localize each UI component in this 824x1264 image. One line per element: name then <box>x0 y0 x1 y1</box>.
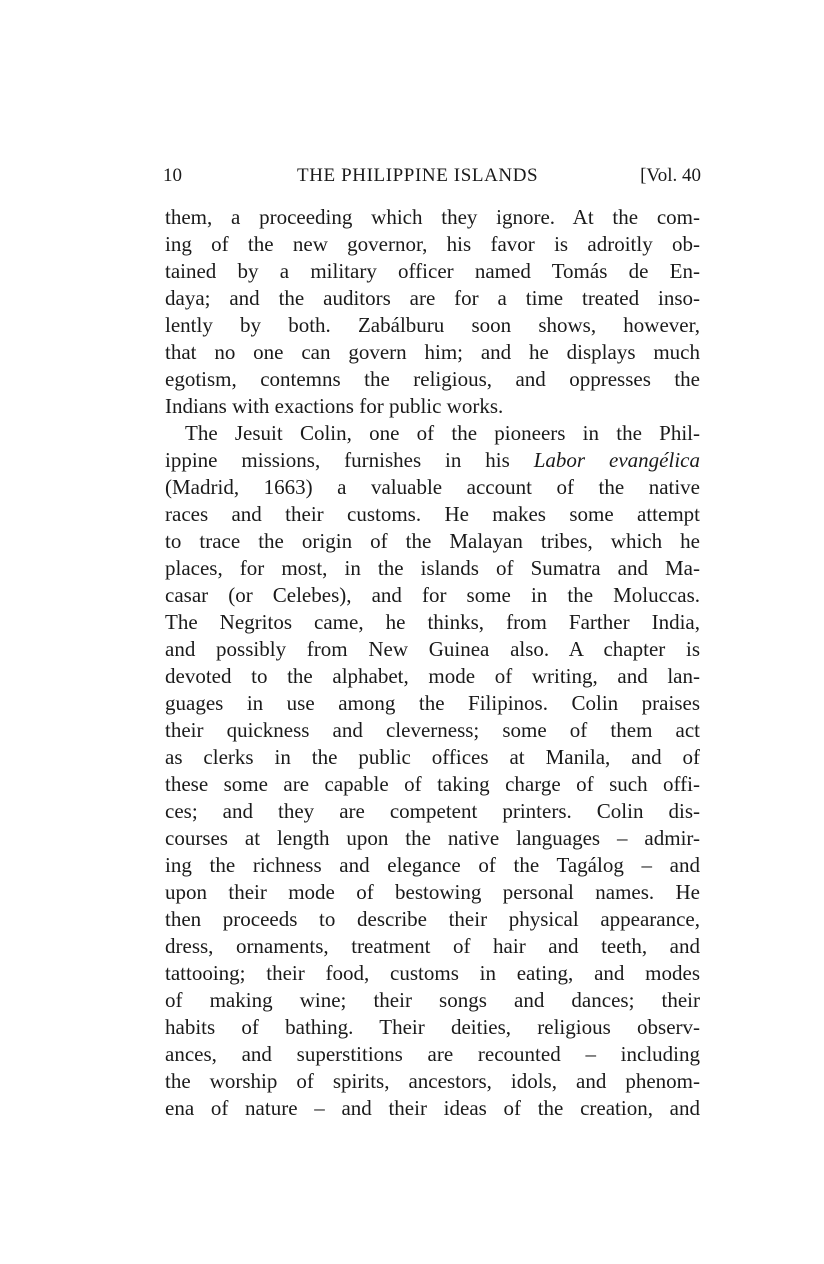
text-line: egotism, contemns the religious, and oppresses the <box>165 367 700 391</box>
text-line: races and their customs. He makes some attempt <box>165 502 700 526</box>
text-line: as clerks in the public offices at Manila, and of <box>165 745 700 769</box>
running-title: THE PHILIPPINE ISLANDS <box>297 165 539 186</box>
text-line: that no one can govern him; and he displays much <box>165 340 700 364</box>
text-line: of making wine; their songs and dances; their <box>165 988 700 1012</box>
text-line: to trace the origin of the Malayan tribes, which he <box>165 529 700 553</box>
text-line: daya; and the auditors are for a time treated inso- <box>165 286 700 310</box>
text-line: ing of the new governor, his favor is adroitly ob- <box>165 232 700 256</box>
text-line: places, for most, in the islands of Sumatra and Ma- <box>165 556 700 580</box>
text-line: ces; and they are competent printers. Colin dis- <box>165 799 700 823</box>
text-line: dress, ornaments, treatment of hair and teeth, and <box>165 934 700 958</box>
text-run: ippine missions, furnishes in his <box>165 448 534 472</box>
text-line: upon their mode of bestowing personal names. He <box>165 880 700 904</box>
text-line: ances, and superstitions are recounted – including <box>165 1042 700 1066</box>
page-number: 10 <box>163 165 182 186</box>
text-line: guages in use among the Filipinos. Colin praises <box>165 691 700 715</box>
text-line: (Madrid, 1663) a valuable account of the native <box>165 475 700 499</box>
book-title-italic: Labor evangélica <box>533 448 700 472</box>
text-line: tained by a military officer named Tomás de En- <box>165 259 700 283</box>
text-line: the worship of spirits, ancestors, idols, and phenom- <box>165 1069 700 1093</box>
text-line: ena of nature – and their ideas of the creation, and <box>165 1096 700 1120</box>
text-line: habits of bathing. Their deities, religious observ- <box>165 1015 700 1039</box>
text-line: courses at length upon the native languages – admir- <box>165 826 700 850</box>
body-text <box>165 204 700 1122</box>
text-line: lently by both. Zabálburu soon shows, however, <box>165 313 700 337</box>
text-line: ing the richness and elegance of the Tagálog – and <box>165 853 700 877</box>
text-line: then proceeds to describe their physical appearance, <box>165 907 700 931</box>
text-line: Indians with exactions for public works. <box>165 394 504 418</box>
text-line: The Jesuit Colin, one of the pioneers in the Phil- <box>185 421 700 445</box>
text-line: these some are capable of taking charge of such offi- <box>165 772 700 796</box>
text-line: them, a proceeding which they ignore. At the com- <box>165 205 700 229</box>
text-line: their quickness and cleverness; some of them act <box>165 718 700 742</box>
text-line <box>165 447 700 474</box>
text-line: devoted to the alphabet, mode of writing, and lan- <box>165 664 700 688</box>
text-line: The Negritos came, he thinks, from Farther India, <box>165 610 700 634</box>
volume-label: [Vol. 40 <box>640 165 701 186</box>
text-line: casar (or Celebes), and for some in the Moluccas. <box>165 583 700 607</box>
text-line: tattooing; their food, customs in eating, and modes <box>165 961 700 985</box>
text-line: and possibly from New Guinea also. A chapter is <box>165 637 700 661</box>
running-head <box>163 162 701 190</box>
